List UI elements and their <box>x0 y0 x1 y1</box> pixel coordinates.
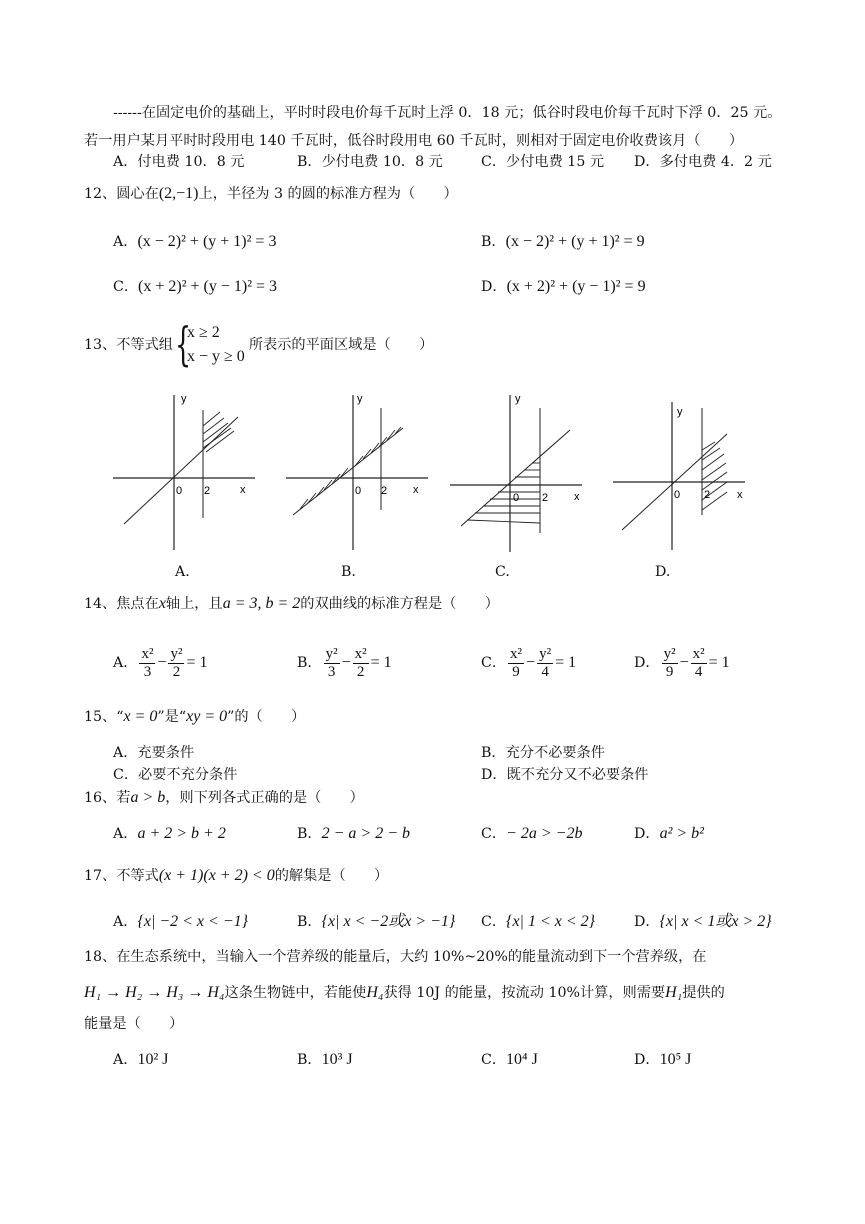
q15-option-b: B．充分不必要条件 <box>481 745 605 761</box>
tick-label: 2 <box>204 485 211 497</box>
option-math: 10³ J <box>321 1051 353 1068</box>
tick-label: 2 <box>542 492 549 504</box>
option-letter: C． <box>113 279 139 295</box>
q15-option-a: A．充要条件 <box>113 745 195 761</box>
q11-option-a: A．付电费 10．8 元 <box>113 154 245 170</box>
option-math: (x − 2)² + (y + 1)² = 9 <box>505 233 645 250</box>
minus-sign: − <box>679 654 689 671</box>
q12-stem <box>84 184 458 204</box>
shading <box>467 463 540 523</box>
q14-stem-math: a = 3, b = 2 <box>222 595 301 612</box>
q11-line-1: ------在固定电价的基础上，平时时段电价每千瓦时上浮 0．18 元；低谷时段电价每千瓦时下浮 0．25 元。 <box>113 105 782 121</box>
option-letter: D． <box>634 655 660 671</box>
q18-option-a <box>113 1050 168 1070</box>
fraction: $\frac{\text{y²}}{2}$ <box>170 645 183 680</box>
q15-math-2: xy = 0 <box>186 708 228 725</box>
q18-option-d <box>634 1050 691 1070</box>
q13-stem-pre: 13、不等式组 <box>84 337 173 353</box>
option-math: (x + 2)² + (y − 1)² = 3 <box>138 278 278 295</box>
x-label: x <box>574 491 580 503</box>
q17-stem-math: (x + 1)(x + 2) < 0 <box>158 867 275 884</box>
q15-stem-pre: 15、“ <box>84 709 124 725</box>
q17-option-d <box>634 912 772 932</box>
origin-label: 0 <box>355 485 362 497</box>
q12-option-c <box>113 277 277 297</box>
minus-sign: − <box>526 654 536 671</box>
q14-stem-post: 的双曲线的标准方程是（ ） <box>300 596 499 612</box>
option-math: (x − 2)² + (y + 1)² = 3 <box>137 233 277 250</box>
q12-option-d <box>481 277 646 297</box>
x-label: x <box>413 484 419 496</box>
system-row-1: x ≥ 2 <box>187 324 220 341</box>
option-letter: B． <box>481 234 506 250</box>
q18-line-1: 18、在生态系统中，当输入一个营养级的能量后，大约 10%~20%的能量流动到下一个营养级，在 <box>84 949 707 965</box>
origin-label: 0 <box>674 489 681 501</box>
q17-stem-post: 的解集是（ ） <box>274 868 389 884</box>
option-letter: B． <box>297 826 322 842</box>
equals-one: = 1 <box>370 654 392 671</box>
q12-stem-post: 上，半径为 3 的圆的标准方程为（ ） <box>198 186 458 202</box>
q16-stem-math: a > b <box>130 789 166 806</box>
fraction: $\frac{\text{x²}}{2}$ <box>354 645 367 680</box>
fraction: $\frac{\text{x²}}{3}$ <box>141 645 154 680</box>
option-math: (x + 2)² + (y − 1)² = 9 <box>506 278 646 295</box>
q11-option-b: B．少付电费 10．8 元 <box>297 154 443 170</box>
q12-stem-math: (2,−1) <box>158 185 199 202</box>
option-math: {x| 1 < x < 2} <box>506 913 596 930</box>
q12-option-a <box>113 232 276 252</box>
boundary-line-y-eq-x <box>293 428 403 515</box>
q12-stem-pre: 12、圆心在 <box>84 186 159 202</box>
q13-label-a: A. <box>175 564 190 580</box>
graph-a <box>110 390 260 555</box>
option-letter: C． <box>481 826 507 842</box>
q14-stem-x: x <box>158 595 166 612</box>
option-letter: C． <box>481 655 507 671</box>
graph-b <box>283 390 433 555</box>
fraction: $\frac{\text{y²}}{9}$ <box>663 645 676 680</box>
system-row-2: x − y ≥ 0 <box>187 348 245 365</box>
option-math: {x| x < 1或x > 2} <box>659 913 772 930</box>
q14-stem <box>84 594 499 614</box>
q13-label-c: C. <box>495 564 510 580</box>
y-label: y <box>677 406 683 418</box>
brace-symbol: { <box>175 317 192 371</box>
option-letter: B． <box>297 1052 322 1068</box>
q11-option-c: C．少付电费 15 元 <box>481 154 605 170</box>
q18-line-3: 能量是（ ） <box>84 1016 184 1032</box>
option-math: 10² J <box>137 1051 169 1068</box>
y-label: y <box>181 393 187 405</box>
option-math: 10⁵ J <box>659 1051 692 1068</box>
q16-option-d <box>634 824 704 844</box>
tick-label: 2 <box>704 489 711 501</box>
boundary-line-y-eq-x <box>461 430 570 526</box>
q16-option-a <box>113 824 226 844</box>
tick-label: 2 <box>381 485 388 497</box>
option-math: {x| −2 < x < −1} <box>137 913 249 930</box>
minus-sign: − <box>157 654 167 671</box>
graph-d <box>610 390 760 555</box>
option-math: a² > b² <box>659 825 704 842</box>
q18-line-2-post: 提供的 <box>682 985 725 1001</box>
fraction: $\frac{\text{x²}}{4}$ <box>692 645 705 680</box>
q14-option-d <box>634 640 730 686</box>
q17-option-c <box>481 912 595 932</box>
option-letter: D． <box>634 1052 660 1068</box>
option-letter: B． <box>297 655 322 671</box>
origin-label: 0 <box>176 485 183 497</box>
q18-line-2 <box>84 983 725 1003</box>
q15-stem <box>84 707 305 727</box>
q14-option-a <box>113 640 208 686</box>
graph-c <box>447 390 597 555</box>
q17-option-b <box>297 912 455 932</box>
option-math: 10⁴ J <box>506 1051 538 1068</box>
q13-label-d: D. <box>655 564 671 580</box>
option-letter: C． <box>481 1052 507 1068</box>
y-label: y <box>515 393 521 405</box>
q14-option-c <box>481 640 576 686</box>
q15-option-d: D．既不充分又不必要条件 <box>481 767 649 783</box>
q13-stem-post: 所表示的平面区域是（ ） <box>248 337 434 353</box>
equals-one: = 1 <box>708 654 730 671</box>
q14-option-b <box>297 640 392 686</box>
option-letter: C． <box>481 914 507 930</box>
q15-stem-post: ”的（ ） <box>227 709 306 725</box>
option-letter: D． <box>481 279 507 295</box>
food-chain: H₁ → H₂ → H₃ → H₄ <box>84 984 225 1001</box>
q17-stem <box>84 866 388 886</box>
q18-option-c <box>481 1050 538 1070</box>
option-letter: A． <box>113 234 138 250</box>
h1-symbol: H₁ <box>665 984 683 1001</box>
q17-option-a <box>113 912 248 932</box>
y-label: y <box>357 393 363 405</box>
option-letter: A． <box>113 914 138 930</box>
option-letter: A． <box>113 826 138 842</box>
option-math: − 2a > −2b <box>506 825 583 842</box>
q15-stem-mid: ”是“ <box>157 709 187 725</box>
option-letter: A． <box>113 655 138 671</box>
option-math: 2 − a > 2 − b <box>321 825 411 842</box>
option-letter: A． <box>113 1052 138 1068</box>
q18-option-b <box>297 1050 353 1070</box>
q18-line-2-mid: 这条生物链中，若能使 <box>224 985 367 1001</box>
minus-sign: − <box>341 654 351 671</box>
q16-option-c <box>481 824 582 844</box>
q13-label-b: B. <box>341 564 356 580</box>
x-label: x <box>240 484 246 496</box>
q16-stem-post: ，则下列各式正确的是（ ） <box>165 790 364 806</box>
q15-math-1: x = 0 <box>123 708 158 725</box>
fraction: $\frac{\text{y²}}{4}$ <box>539 645 552 680</box>
q15-option-c: C．必要不充分条件 <box>113 767 238 783</box>
x-label: x <box>737 489 743 501</box>
boundary-line-y-eq-x <box>124 417 238 524</box>
option-letter: B． <box>297 914 322 930</box>
option-math: a + 2 > b + 2 <box>137 825 226 842</box>
equals-one: = 1 <box>555 654 577 671</box>
q14-stem-pre: 14、焦点在 <box>84 596 159 612</box>
q16-option-b <box>297 824 410 844</box>
q12-option-b <box>481 232 645 252</box>
q11-line-2: 若一用户某月平时时段用电 140 千瓦时，低谷时段用电 60 千瓦时，则相对于固定电价收费该月（ ） <box>84 133 744 149</box>
q13-stem <box>84 317 434 371</box>
origin-label: 0 <box>513 492 520 504</box>
h4-symbol: H₄ <box>366 984 384 1001</box>
q16-stem <box>84 788 364 808</box>
fraction: $\frac{\text{y²}}{3}$ <box>325 645 338 680</box>
fraction: $\frac{\text{x²}}{9}$ <box>510 645 523 680</box>
equals-one: = 1 <box>186 654 208 671</box>
option-math: {x| x < −2或x > −1} <box>321 913 456 930</box>
q16-stem-pre: 16、若 <box>84 790 131 806</box>
q17-stem-pre: 17、不等式 <box>84 868 159 884</box>
option-letter: D． <box>634 826 660 842</box>
q14-stem-mid: 轴上，且 <box>165 596 223 612</box>
option-letter: D． <box>634 914 660 930</box>
inequality-system <box>175 317 245 371</box>
q11-option-d: D．多付电费 4．2 元 <box>634 154 772 170</box>
q18-line-2-mid2: 获得 10J 的能量，按流动 10%计算，则需要 <box>383 985 666 1001</box>
